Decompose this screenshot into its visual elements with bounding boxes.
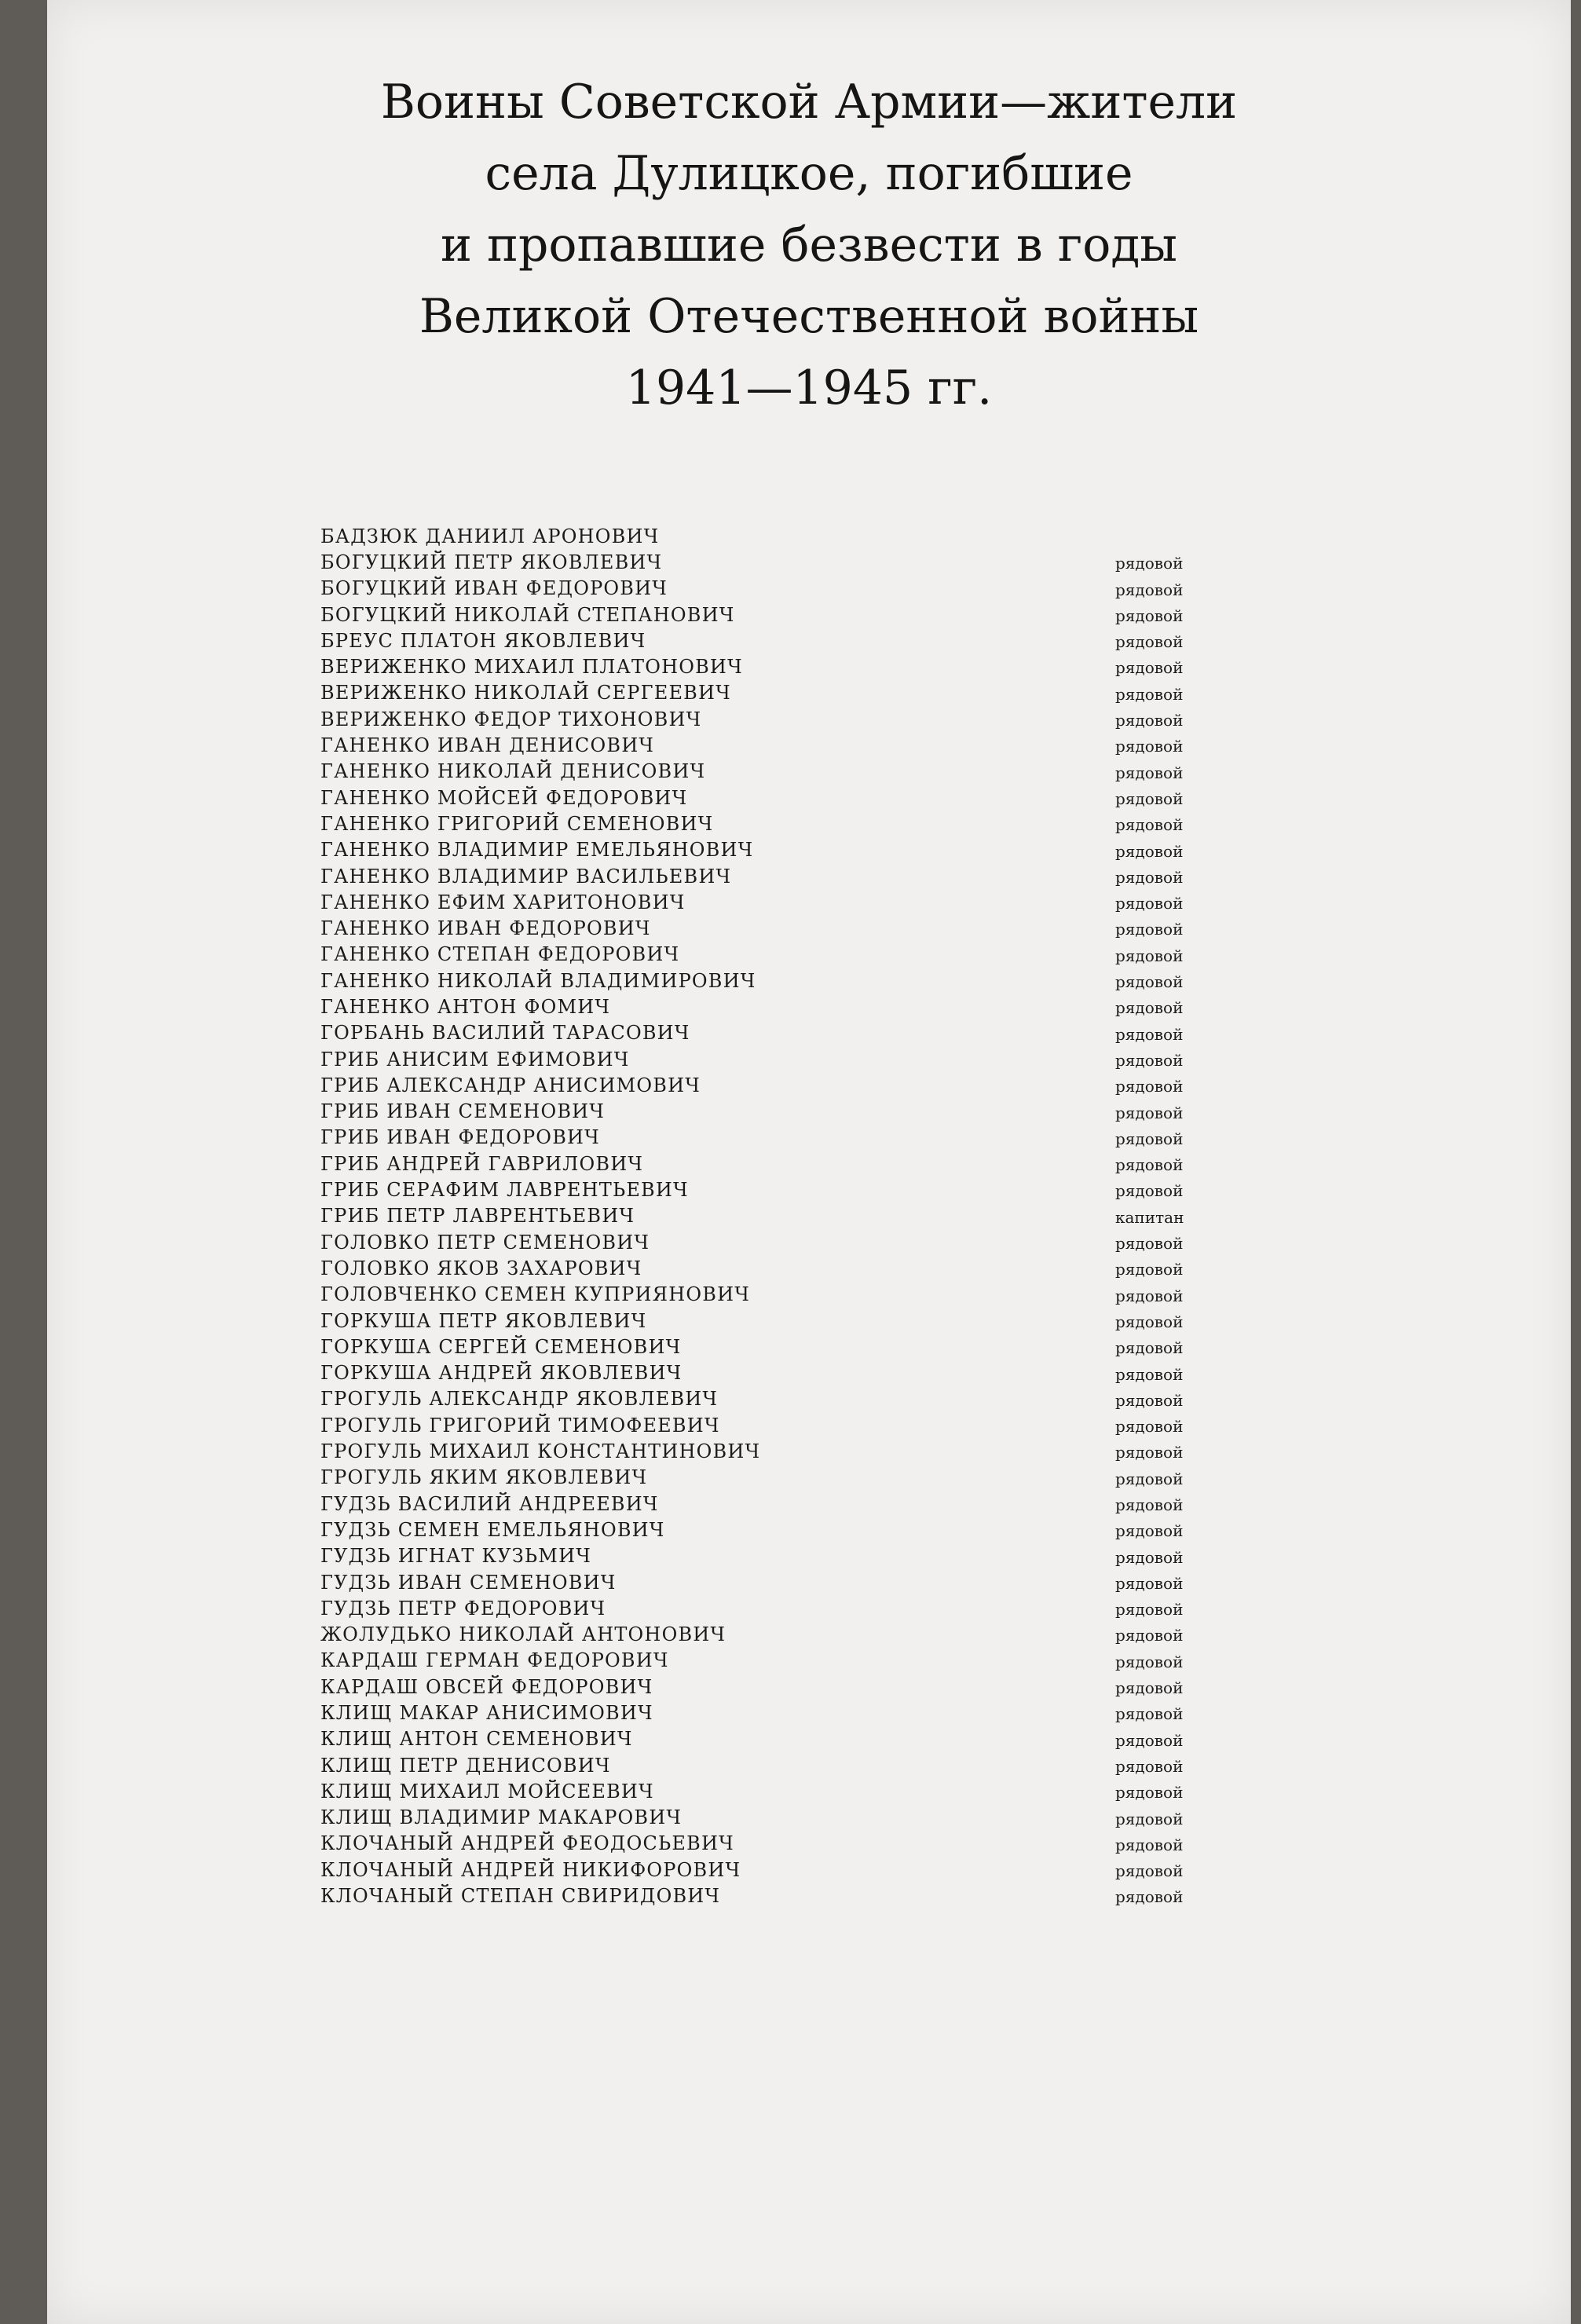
soldier-name: ЖОЛУДЬКО НИКОЛАЙ АНТОНОВИЧ [320, 1623, 726, 1646]
list-item [320, 1020, 1263, 1046]
soldier-name: КАРДАШ ОВСЕЙ ФЕДОРОВИЧ [320, 1675, 653, 1698]
soldier-name: ГУДЗЬ ИВАН СЕМЕНОВИЧ [320, 1571, 617, 1594]
list-item [320, 1072, 1263, 1098]
soldier-name: ГОЛОВКО ЯКОВ ЗАХАРОВИЧ [320, 1257, 642, 1279]
list-item [320, 1883, 1263, 1909]
list-item [320, 1099, 1263, 1125]
soldier-rank: рядовой [1115, 1260, 1184, 1279]
soldier-rank: рядовой [1115, 1181, 1184, 1201]
soldier-name: КЛОЧАНЫЙ СТЕПАН СВИРИДОВИЧ [320, 1885, 721, 1908]
soldier-rank: рядовой [1115, 920, 1184, 939]
soldier-rank: рядовой [1115, 1103, 1184, 1122]
soldier-rank: рядовой [1115, 1155, 1184, 1175]
soldier-name: ГОРКУША АНДРЕЙ ЯКОВЛЕВИЧ [320, 1362, 683, 1385]
soldier-rank: рядовой [1115, 1626, 1184, 1645]
list-item [320, 628, 1263, 653]
soldier-name: КЛИЩ ВЛАДИМИР МАКАРОВИЧ [320, 1806, 683, 1829]
list-item [320, 1412, 1263, 1438]
soldier-name: ГРИБ ИВАН СЕМЕНОВИЧ [320, 1100, 606, 1123]
soldier-rank: рядовой [1115, 580, 1184, 599]
soldier-name: ВЕРИЖЕНКО НИКОЛАЙ СЕРГЕЕВИЧ [320, 682, 731, 705]
soldier-name: КЛОЧАНЫЙ АНДРЕЙ НИКИФОРОВИЧ [320, 1858, 741, 1881]
list-item [320, 1543, 1263, 1569]
list-item [320, 1726, 1263, 1752]
list-item [320, 1595, 1263, 1621]
soldier-rank: рядовой [1115, 1835, 1184, 1854]
list-item [320, 653, 1263, 679]
soldier-name: ГОРБАНЬ ВАСИЛИЙ ТАРАСОВИЧ [320, 1022, 690, 1045]
list-item [320, 1621, 1263, 1647]
soldier-name: ГРИБ АНДРЕЙ ГАВРИЛОВИЧ [320, 1152, 644, 1175]
soldier-name: ГОРКУША ПЕТР ЯКОВЛЕВИЧ [320, 1309, 647, 1332]
list-item [320, 1046, 1263, 1072]
soldier-name: ВЕРИЖЕНКО ФЕДОР ТИХОНОВИЧ [320, 708, 702, 730]
list-item [320, 602, 1263, 628]
soldier-name: ГАНЕНКО НИКОЛАЙ ВЛАДИМИРОВИЧ [320, 969, 756, 992]
soldier-name: ГАНЕНКО ЕФИМ ХАРИТОНОВИЧ [320, 891, 686, 913]
soldier-name: ГОЛОВЧЕНКО СЕМЕН КУПРИЯНОВИЧ [320, 1283, 750, 1306]
list-item [320, 889, 1263, 915]
soldier-rank: рядовой [1115, 763, 1184, 782]
soldier-name: КЛИЩ МИХАИЛ МОЙСЕЕВИЧ [320, 1780, 654, 1802]
list-item [320, 576, 1263, 602]
soldier-rank: рядовой [1115, 554, 1184, 573]
soldier-rank: рядовой [1115, 1364, 1184, 1384]
soldier-name: БАДЗЮК ДАНИИЛ АРОНОВИЧ [320, 525, 660, 547]
soldier-name: ГАНЕНКО ВЛАДИМИР ЕМЕЛЬЯНОВИЧ [320, 839, 754, 862]
soldier-rank: рядовой [1115, 632, 1184, 652]
list-item [320, 1203, 1263, 1229]
soldier-name: ГРИБ АЛЕКСАНДР АНИСИМОВИЧ [320, 1074, 701, 1096]
soldier-name: КЛИЩ АНТОН СЕМЕНОВИЧ [320, 1728, 633, 1751]
title-line: Великой Отечественной войны [419, 289, 1199, 344]
list-item [320, 1229, 1263, 1255]
soldier-rank: рядовой [1115, 1469, 1184, 1488]
soldier-name: ГРОГУЛЬ МИХАИЛ КОНСТАНТИНОВИЧ [320, 1440, 761, 1463]
list-item [320, 1857, 1263, 1883]
soldier-rank: рядовой [1115, 1600, 1184, 1619]
list-item [320, 523, 1263, 549]
list-item [320, 811, 1263, 836]
soldier-rank: рядовой [1115, 737, 1184, 756]
soldier-rank: рядовой [1115, 998, 1184, 1018]
list-item [320, 1334, 1263, 1360]
soldier-rank: рядовой [1115, 1312, 1184, 1331]
list-item [320, 994, 1263, 1019]
soldier-rank: капитан [1115, 1207, 1184, 1227]
list-item [320, 1517, 1263, 1543]
soldier-rank: рядовой [1115, 894, 1184, 913]
list-item [320, 1648, 1263, 1674]
list-item [320, 549, 1263, 575]
soldier-name: КАРДАШ ГЕРМАН ФЕДОРОВИЧ [320, 1649, 669, 1672]
soldier-rank: рядовой [1115, 1547, 1184, 1567]
soldier-rank: рядовой [1115, 1050, 1184, 1070]
list-item [320, 1805, 1263, 1831]
soldier-rank: рядовой [1115, 684, 1184, 704]
soldier-name: ГРИБ ИВАН ФЕДОРОВИЧ [320, 1126, 600, 1149]
soldier-name: КЛИЩ МАКАР АНИСИМОВИЧ [320, 1702, 653, 1724]
soldier-name: БОГУЦКИЙ ПЕТР ЯКОВЛЕВИЧ [320, 551, 663, 573]
list-item [320, 732, 1263, 758]
list-item [320, 1674, 1263, 1700]
soldier-rank: рядовой [1115, 1234, 1184, 1253]
soldier-rank: рядовой [1115, 711, 1184, 730]
soldier-name: ГАНЕНКО МОЙСЕЙ ФЕДОРОВИЧ [320, 786, 688, 809]
memorial-page [47, 0, 1571, 2324]
soldier-name: КЛОЧАНЫЙ АНДРЕЙ ФЕОДОСЬЕВИЧ [320, 1832, 734, 1855]
soldier-rank: рядовой [1115, 1809, 1184, 1828]
list-item [320, 1151, 1263, 1177]
list-item [320, 1438, 1263, 1464]
soldier-rank: рядовой [1115, 1678, 1184, 1698]
soldier-rank: рядовой [1115, 815, 1184, 835]
list-item [320, 1177, 1263, 1202]
list-item [320, 680, 1263, 706]
soldier-rank: рядовой [1115, 841, 1184, 861]
soldier-name: ГРОГУЛЬ ГРИГОРИЙ ТИМОФЕЕВИЧ [320, 1414, 720, 1436]
list-item [320, 759, 1263, 785]
list-item [320, 1282, 1263, 1308]
soldier-rank: рядовой [1115, 1024, 1184, 1044]
soldier-rank: рядовой [1115, 946, 1184, 965]
soldier-name: ГУДЗЬ ПЕТР ФЕДОРОВИЧ [320, 1597, 606, 1619]
soldier-list [320, 523, 1263, 1909]
soldier-name: ГАНЕНКО ГРИГОРИЙ СЕМЕНОВИЧ [320, 812, 714, 835]
soldier-name: ГРИБ СЕРАФИМ ЛАВРЕНТЬЕВИЧ [320, 1179, 689, 1202]
soldier-rank: рядовой [1115, 1573, 1184, 1593]
list-item [320, 785, 1263, 811]
soldier-name: ГРИБ АНИСИМ ЕФИМОВИЧ [320, 1048, 630, 1071]
soldier-name: КЛИЩ ПЕТР ДЕНИСОВИЧ [320, 1754, 611, 1777]
soldier-name: ГОЛОВКО ПЕТР СЕМЕНОВИЧ [320, 1231, 650, 1253]
soldier-rank: рядовой [1115, 1443, 1184, 1462]
list-item [320, 1700, 1263, 1726]
soldier-name: ГАНЕНКО ВЛАДИМИР ВАСИЛЬЕВИЧ [320, 865, 732, 888]
list-item [320, 837, 1263, 863]
list-item [320, 1831, 1263, 1857]
soldier-name: ГУДЗЬ ИГНАТ КУЗЬМИЧ [320, 1545, 591, 1568]
list-item [320, 706, 1263, 732]
soldier-rank: рядовой [1115, 1417, 1184, 1436]
soldier-name: ГУДЗЬ СЕМЕН ЕМЕЛЬЯНОВИЧ [320, 1518, 665, 1541]
soldier-rank: рядовой [1115, 1129, 1184, 1148]
soldier-name: ГАНЕНКО НИКОЛАЙ ДЕНИСОВИЧ [320, 760, 706, 783]
soldier-name: ГУДЗЬ ВАСИЛИЙ АНДРЕЕВИЧ [320, 1492, 659, 1515]
soldier-name: ГАНЕНКО ИВАН ФЕДОРОВИЧ [320, 917, 651, 940]
soldier-name: ГАНЕНКО АНТОН ФОМИЧ [320, 995, 611, 1018]
soldier-name: ГРИБ ПЕТР ЛАВРЕНТЬЕВИЧ [320, 1205, 635, 1228]
soldier-rank: рядовой [1115, 1783, 1184, 1802]
page-title [47, 67, 1571, 424]
soldier-rank: рядовой [1115, 789, 1184, 808]
title-line: и пропавшие безвести в годы [440, 218, 1178, 273]
soldier-rank: рядовой [1115, 1521, 1184, 1541]
soldier-rank: рядовой [1115, 867, 1184, 887]
list-item [320, 1255, 1263, 1281]
list-item [320, 915, 1263, 941]
title-line: Воины Советской Армии—жители [380, 75, 1238, 130]
soldier-name: БОГУЦКИЙ ИВАН ФЕДОРОВИЧ [320, 577, 668, 600]
soldier-name: БРЕУС ПЛАТОН ЯКОВЛЕВИЧ [320, 629, 646, 652]
soldier-rank: рядовой [1115, 1887, 1184, 1907]
soldier-rank: рядовой [1115, 1704, 1184, 1724]
soldier-rank: рядовой [1115, 972, 1184, 992]
list-item [320, 863, 1263, 889]
soldier-rank: рядовой [1115, 1652, 1184, 1671]
title-line: 1941—1945 гг. [625, 360, 993, 415]
soldier-rank: рядовой [1115, 1286, 1184, 1305]
soldier-rank: рядовой [1115, 606, 1184, 625]
list-item [320, 1569, 1263, 1595]
soldier-name: ГОРКУША СЕРГЕЙ СЕМЕНОВИЧ [320, 1335, 682, 1358]
soldier-name: ГРОГУЛЬ АЛЕКСАНДР ЯКОВЛЕВИЧ [320, 1388, 719, 1411]
soldier-name: ГАНЕНКО СТЕПАН ФЕДОРОВИЧ [320, 943, 680, 966]
list-item [320, 1465, 1263, 1491]
soldier-rank: рядовой [1115, 1730, 1184, 1750]
list-item [320, 1386, 1263, 1412]
soldier-rank: рядовой [1115, 1756, 1184, 1776]
list-item [320, 942, 1263, 968]
soldier-rank: рядовой [1115, 1390, 1184, 1410]
soldier-name: БОГУЦКИЙ НИКОЛАЙ СТЕПАНОВИЧ [320, 603, 735, 626]
soldier-name: ГАНЕНКО ИВАН ДЕНИСОВИЧ [320, 734, 655, 757]
list-item [320, 968, 1263, 994]
list-item [320, 1125, 1263, 1151]
soldier-rank: рядовой [1115, 1495, 1184, 1514]
soldier-name: ВЕРИЖЕНКО МИХАИЛ ПЛАТОНОВИЧ [320, 656, 743, 679]
list-item [320, 1778, 1263, 1804]
list-item [320, 1752, 1263, 1778]
soldier-rank: рядовой [1115, 1077, 1184, 1096]
soldier-rank: рядовой [1115, 1861, 1184, 1881]
list-item [320, 1491, 1263, 1517]
soldier-rank: рядовой [1115, 1338, 1184, 1358]
title-line: села Дулицкое, погибшие [485, 146, 1133, 201]
list-item [320, 1308, 1263, 1334]
list-item [320, 1360, 1263, 1386]
soldier-name: ГРОГУЛЬ ЯКИМ ЯКОВЛЕВИЧ [320, 1466, 648, 1489]
soldier-rank: рядовой [1115, 658, 1184, 678]
